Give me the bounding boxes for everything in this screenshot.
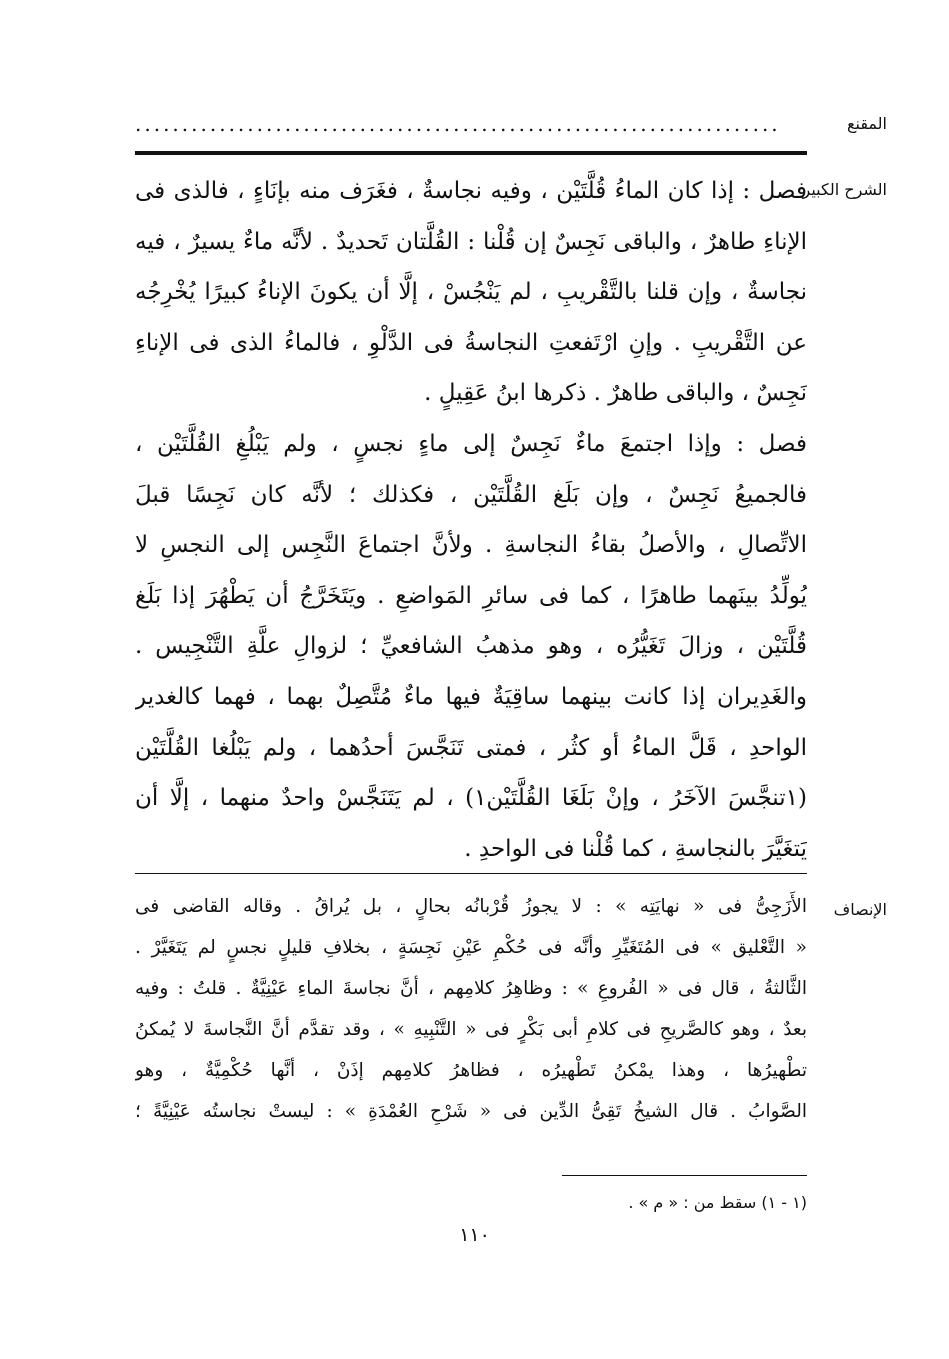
book-label: المقنع (846, 114, 887, 133)
main-line: قُلَّتَيْن ، وزالَ تَغَيُّرُه ، وهو مذهبُ الشافعيِّ ؛ لزوالِ علَّةِ التَّنْجِيس . (135, 633, 807, 660)
main-line: نَجِسٌ ، والباقى طاهرٌ . ذكرها ابنُ عَقِيلٍ . (424, 380, 807, 407)
insaf-line: الثَّالثةُ ، قال فى « الفُروعِ » : وظاهِرُ كلامِهم ، أنَّ نجاسةَ الماءِ عَيْنِيَّةٌ . قلتُ : وفيه (135, 978, 807, 999)
main-line: والغَدِيران إذا كانت بينهما ساقِيَةٌ فيها ماءٌ مُتَّصِلٌ بهما ، فهما كالغدير (135, 683, 807, 710)
dotted-leader: ..................................................................... (135, 112, 781, 132)
header-rule (135, 151, 807, 155)
main-line: (١تنجَّسَ الآخَرُ ، وإنْ بَلَغَا القُلَّتَيْن١) ، لم يَتَنَجَّسْ واحدٌ منهما ، إلَّا أن (135, 785, 807, 812)
section-divider (135, 873, 807, 874)
insaf-text (135, 886, 807, 1132)
sharh-section-label: الشرح الكبير (802, 180, 887, 199)
footnote: (١ - ١) سقط من : « م » . (628, 1193, 807, 1212)
insaf-line: الصَّوابُ . قال الشيخُ تَقِىُّ الدِّين فى « شَرْحِ العُمْدَةِ » : ليستْ نجاستُه عَيْنِيَّةً ؛ (135, 1101, 807, 1122)
main-commentary-text (135, 166, 807, 874)
footnote-rule (562, 1175, 807, 1176)
main-line: نجاسةٌ ، وإن قلنا بالتَّقْريبِ ، لم يَنْجُسْ ، إلَّا أن يكونَ الإناءُ كبيرًا يُخْرِجُه (135, 279, 807, 306)
main-line: فصل : إذا كان الماءُ قُلَّتَيْن ، وفيه نجاسةٌ ، فغَرَف منه بإنَاءٍ ، فالذى فى (135, 178, 807, 204)
insaf-line: تطْهيرُها ، وهذا يمْكنُ تَطْهيرُه ، فظاهرُ كلامِهم إذَنْ ، أنَّها حُكْمِيَّةٌ ، وهو (135, 1060, 807, 1081)
main-line: فصل : وإذا اجتمعَ ماءٌ نَجِسٌ إلى ماءٍ نجسٍ ، ولم يَبْلُغِ القُلَّتَيْن ، (135, 430, 807, 457)
main-line: الإناءِ طاهرٌ ، والباقى نَجِسٌ إن قُلْنا : القُلَّتان تَحديدٌ . لأنَّه ماءٌ يسيرٌ ، فيه (135, 228, 807, 255)
main-line: فالجميعُ نَجِسٌ ، وإن بَلَغ القُلَّتَيْن ، فكذلك ؛ لأنَّه كان نَجِسًا قبلَ (135, 481, 807, 508)
main-line: الواحدِ ، قَلَّ الماءُ أو كثُر ، فمتى تَنَجَّسَ أحدُهما ، ولم يَبْلُغا القُلَّتَيْن (135, 734, 807, 761)
insaf-line: الأَزَجِىُّ فى « نهايَتِه » : لا يجوزُ قُرْبانُه بحالٍ ، بل يُراقُ . وقاله القاضى فى (135, 896, 807, 917)
main-line: يُولِّدُ بينَهما طاهرًا ، كما فى سائرِ المَواضعِ . ويَتَخَرَّجُ أن يَطْهُرَ إذا بَلَغ (135, 582, 807, 609)
insaf-line: « التَّعْليق » فى المُتَغَيِّرِ وأنَّه فى حُكْمِ عَيْنِ نَجِسَةٍ ، بخلافِ قليلٍ نجسٍ لم يَتَغَيَّرْ . (135, 937, 807, 958)
page-number: ١١٠ (459, 1224, 490, 1246)
insaf-section-label: الإنصاف (833, 900, 887, 919)
main-line: يَتغَيَّرَ بالنجاسةِ ، كما قُلْنا فى الواحدِ . (464, 835, 807, 862)
insaf-line: بعدٌ ، وهو كالصَّريحِ فى كلامِ أبى بَكْرٍ فى « التَّنْبِيهِ » ، وقد تقدَّم أنَّ النَّجاسةَ لا يُمكنُ (135, 1019, 807, 1040)
main-line: الاتِّصالِ ، والأصلُ بقاءُ النجاسةِ . ولأنَّ اجتماعَ النَّجِس إلى النجسِ لا (135, 532, 807, 559)
main-line: عن التَّقْريبِ . وإنِ ارْتَفعتِ النجاسةُ فى الدَّلْوِ ، فالماءُ الذى فى الإناءِ (135, 329, 807, 356)
